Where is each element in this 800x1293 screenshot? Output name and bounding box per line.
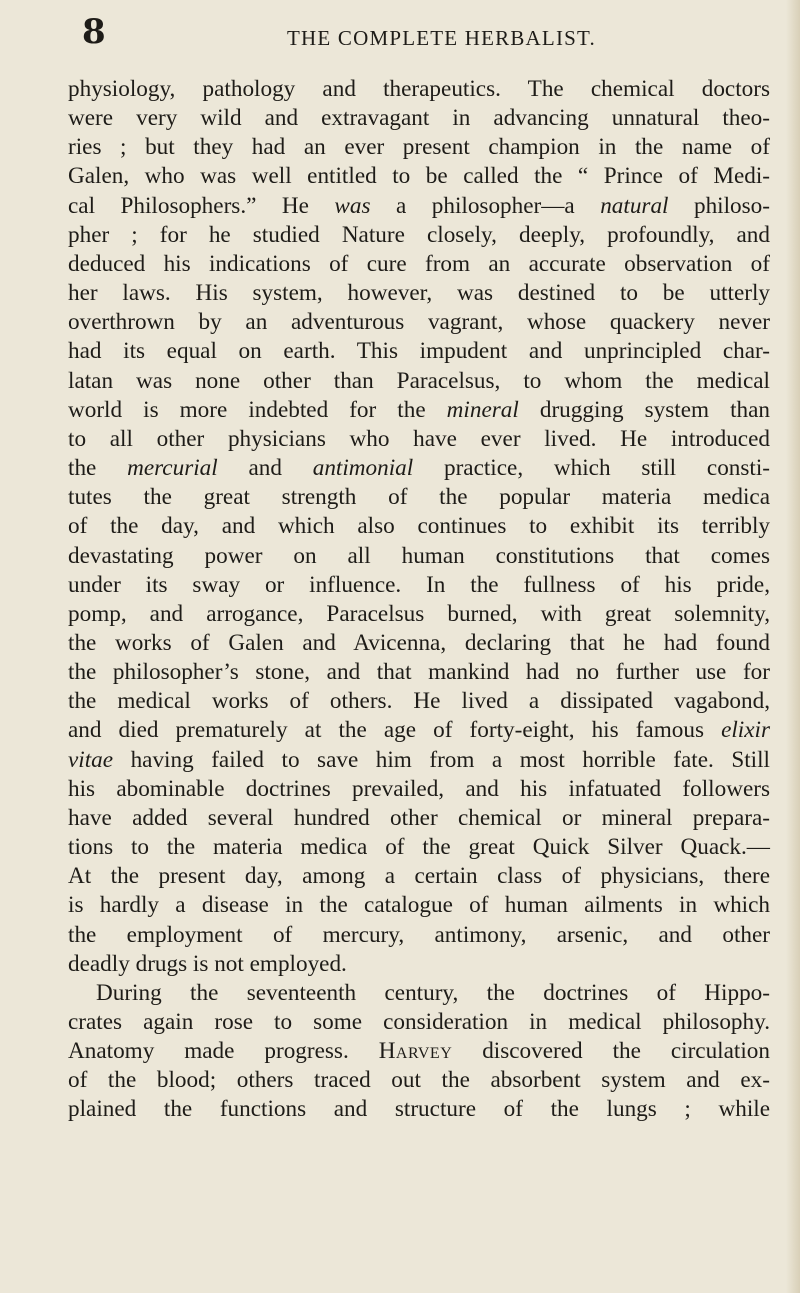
body-text <box>68 75 770 1125</box>
text-run: Anatomy made progress. <box>68 1038 379 1065</box>
text-line <box>68 921 770 950</box>
text-line <box>68 542 770 571</box>
text-run: physiology, pathology and therapeutics. The chemical doctors <box>68 76 770 102</box>
text-line <box>68 425 770 454</box>
text-line <box>68 1066 770 1095</box>
text-run: tions to the materia medica of the great Quick Silver Quack.— <box>68 834 770 861</box>
text-run: tutes the great strength of the popular materia medica <box>68 484 770 511</box>
text-run: and died prematurely at the age of forty-eight, his famous <box>68 717 722 744</box>
text-line <box>68 600 770 629</box>
text-run: Galen, who was well entitled to be called the “ Prince of Medi- <box>68 163 770 190</box>
page-header <box>82 12 740 56</box>
text-run: deduced his indications of cure from an accurate observation of <box>68 250 770 277</box>
text-line <box>68 658 770 687</box>
text-run: plained the functions and structure of the lungs ; while <box>68 1096 770 1123</box>
text-line <box>68 192 770 221</box>
running-title: THE COMPLETE HERBALIST. <box>287 26 596 50</box>
text-line <box>68 804 770 833</box>
italic-run: vitae <box>68 746 114 773</box>
text-run: under its sway or influence. In the fullness of his pride, <box>68 571 770 598</box>
text-line <box>68 75 770 104</box>
text-line <box>68 716 770 745</box>
text-line <box>68 1008 770 1037</box>
text-run: drugging system than <box>518 396 770 423</box>
text-run: world is more indebted for the <box>68 396 447 423</box>
text-run: had its equal on earth. This impudent and unprincipled char- <box>68 338 770 365</box>
text-run: pomp, and arrogance, Paracelsus burned, with great solemnity, <box>68 600 770 627</box>
italic-run: mineral <box>446 396 519 423</box>
text-line <box>68 221 770 250</box>
text-run: the works of Galen and Avicenna, declaring that he had found <box>68 629 770 656</box>
text-run: have added several hundred other chemical or mineral prepara- <box>68 804 770 831</box>
italic-run: antimonial <box>312 455 414 482</box>
text-line <box>68 483 770 512</box>
text-line <box>68 1095 770 1124</box>
text-run: having failed to save him from a most horrible fate. Still <box>113 746 770 773</box>
text-line <box>68 396 770 425</box>
text-run: At the present day, among a certain class of physicians, there <box>68 863 770 890</box>
text-line <box>68 862 770 891</box>
italic-run: elixir <box>721 717 770 744</box>
text-run: deadly drugs is not employed. <box>68 950 347 977</box>
text-run: the <box>68 455 128 482</box>
text-run: latan was none other than Paracelsus, to whom the medical <box>68 367 770 394</box>
text-line <box>68 979 770 1008</box>
text-run: During the seventeenth century, the doctrines of Hippo- <box>96 979 770 1006</box>
text-run: overthrown by an adventurous vagrant, whose quackery never <box>68 309 770 336</box>
text-line <box>68 687 770 716</box>
text-line <box>68 1037 770 1066</box>
text-run: were very wild and extravagant in advancing unnatural theo- <box>68 105 770 132</box>
text-run: the philosopher’s stone, and that mankind had no further use for <box>68 659 770 686</box>
text-line <box>68 162 770 191</box>
text-run: cal Philosophers.” He <box>68 192 335 219</box>
italic-run: mercurial <box>127 455 218 482</box>
text-line <box>68 950 770 979</box>
text-run: practice, which still consti- <box>413 455 771 482</box>
text-run: of the blood; others traced out the absorbent system and ex- <box>68 1067 770 1094</box>
text-line <box>68 367 770 396</box>
text-run: his abominable doctrines prevailed, and his infatuated followers <box>68 775 770 802</box>
text-run: crates again rose to some consideration in medical philosophy. <box>68 1009 770 1035</box>
page-number: 8 <box>82 12 105 52</box>
small-caps-run: Harvey <box>378 1038 453 1065</box>
text-run: and <box>217 455 313 482</box>
text-line <box>68 775 770 804</box>
text-line <box>68 250 770 279</box>
text-run: philoso- <box>668 192 770 219</box>
text-run: pher ; for he studied Nature closely, deeply, profoundly, and <box>68 221 770 248</box>
text-line <box>68 571 770 600</box>
text-line <box>68 891 770 920</box>
text-line <box>68 512 770 541</box>
page-edge-shadow <box>786 0 800 1293</box>
text-line <box>68 746 770 775</box>
italic-run: natural <box>600 192 669 219</box>
text-run: the employment of mercury, antimony, arsenic, and other <box>68 921 770 948</box>
text-line <box>68 308 770 337</box>
text-run: the medical works of others. He lived a dissipated vagabond, <box>68 688 770 715</box>
text-line <box>68 337 770 366</box>
text-run: discovered the circulation <box>452 1038 770 1065</box>
text-line <box>68 279 770 308</box>
text-run: her laws. His system, however, was destined to be utterly <box>68 280 770 307</box>
italic-run: was <box>334 192 371 219</box>
text-line <box>68 629 770 658</box>
text-line <box>68 133 770 162</box>
text-run: to all other physicians who have ever lived. He introduced <box>68 425 770 452</box>
text-run: a philosopher—a <box>370 192 601 219</box>
text-run: is hardly a disease in the catalogue of human ailments in which <box>68 892 770 919</box>
text-line <box>68 104 770 133</box>
text-run: devastating power on all human constitutions that comes <box>68 542 770 569</box>
text-line <box>68 833 770 862</box>
text-run: of the day, and which also continues to exhibit its terribly <box>68 513 770 540</box>
text-run: ries ; but they had an ever present champion in the name of <box>68 134 770 161</box>
text-line <box>68 454 770 483</box>
